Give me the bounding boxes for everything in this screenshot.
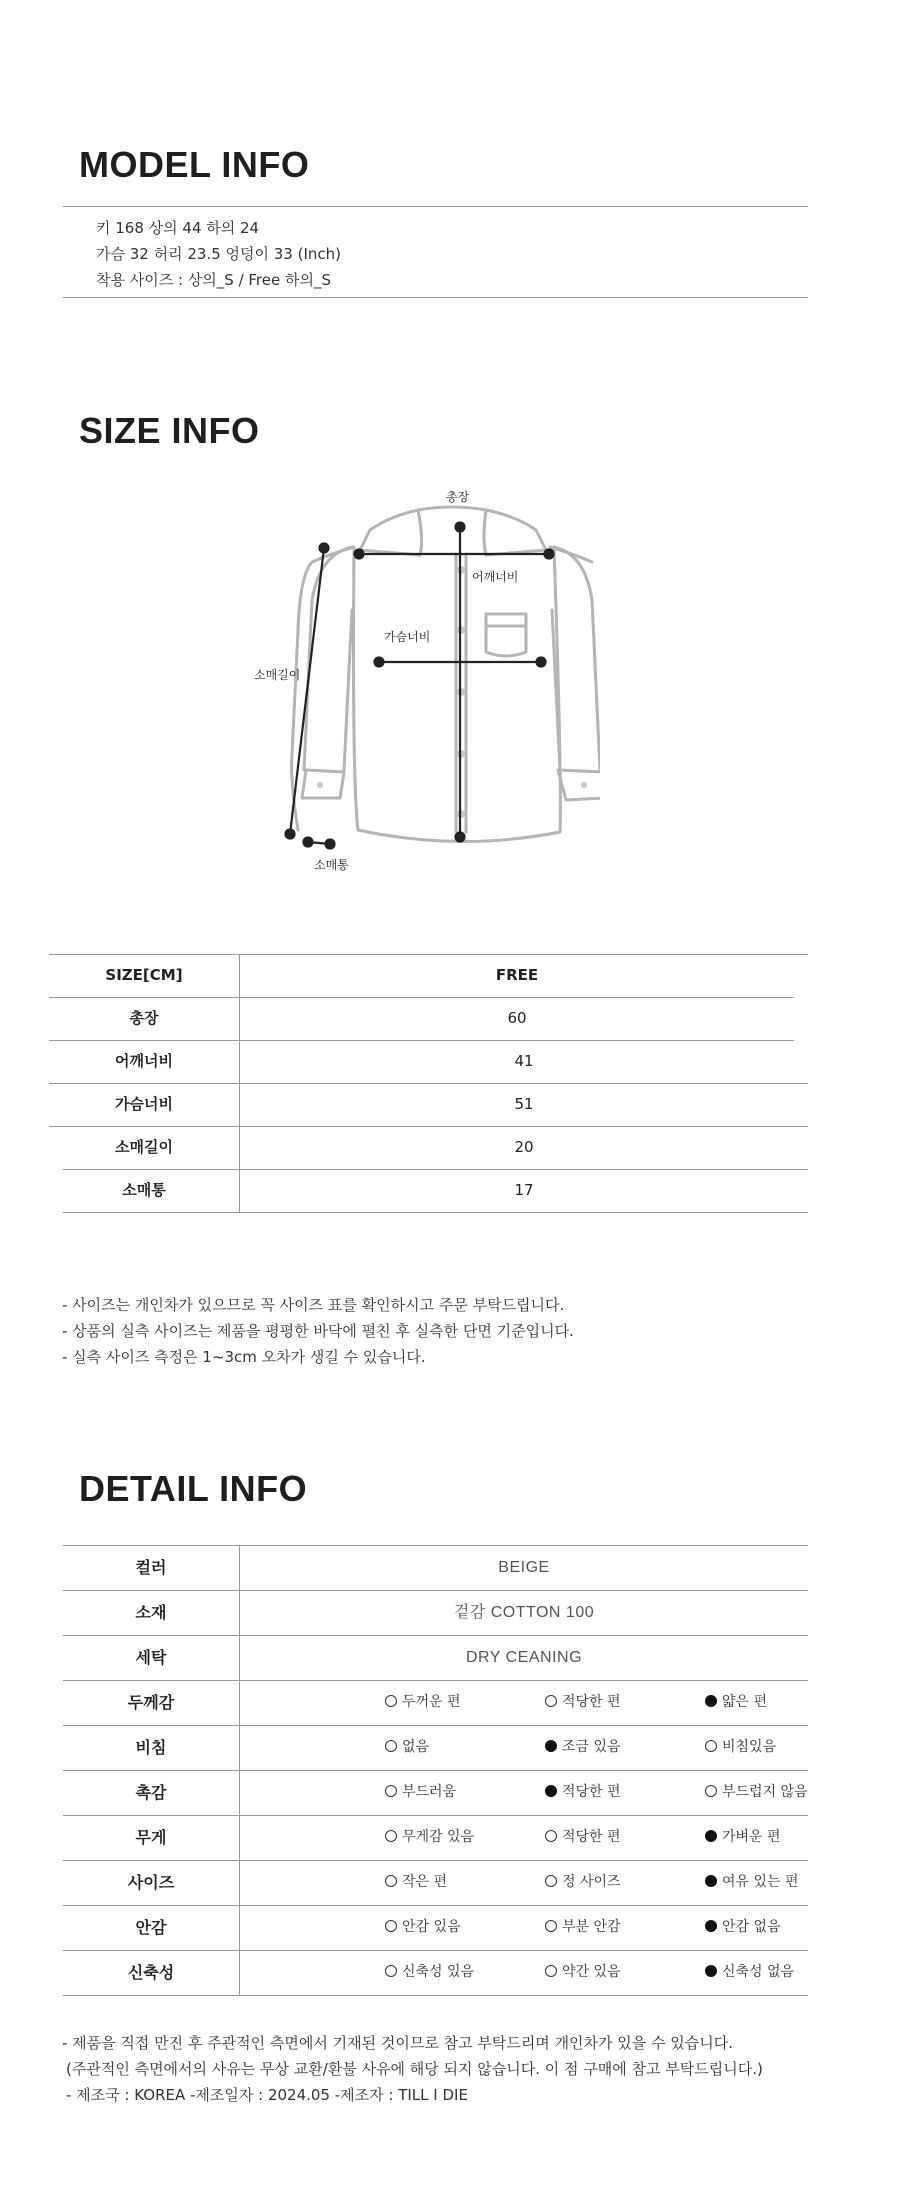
manufacture-info: - 제조국 : KOREA -제조일자 : 2024.05 -제조자 : TILL I DIE [66,2086,468,2104]
option-label: 안감 있음 [402,1919,461,1935]
option-group [239,1950,808,1995]
option-item [385,1905,461,1950]
size-row-value: 17 [239,1169,808,1212]
detail-option-row [63,1815,808,1860]
size-row-value: 20 [239,1126,808,1169]
option-label: 작은 편 [402,1874,448,1890]
empty-circle-icon [385,1920,397,1932]
size-info-title: SIZE INFO [79,410,260,451]
empty-circle-icon [385,1785,397,1797]
detail-option-row [63,1905,808,1950]
option-label: 두꺼운 편 [402,1694,461,1710]
detail-label: 두께감 [127,1693,175,1712]
size-row-label: 소매통 [122,1181,166,1199]
option-item [385,1860,447,1905]
option-item [545,1680,621,1725]
detail-label: 비침 [135,1738,167,1757]
option-label: 신축성 없음 [722,1964,795,1980]
option-item [545,1905,621,1950]
empty-circle-icon [545,1965,557,1977]
detail-row-wash [63,1635,808,1680]
size-header-free: FREE [239,954,794,997]
size-table-header [49,954,794,997]
size-row-label: 소매길이 [115,1138,173,1156]
empty-circle-icon [545,1875,557,1887]
label-shoulder: 어깨너비 [472,570,519,584]
size-row-value: 60 [239,997,794,1040]
option-label: 약간 있음 [562,1964,621,1980]
option-item [385,1725,429,1770]
footer-note: - 제품을 직접 만진 후 주관적인 측면에서 기재된 것이므로 참고 부탁드리며 개인차가 있을 수 있습니다. [62,2034,734,2052]
footer-note: (주관적인 측면에서의 사유는 무상 교환/환불 사유에 해당 되지 않습니다. 이 점 구매에 참고 부탁드립니다.) [66,2060,763,2078]
option-item [545,1725,621,1770]
detail-option-row [63,1725,808,1770]
model-body-size: 가슴 32 허리 23.5 엉덩이 33 (Inch) [96,245,342,263]
option-item [705,1905,781,1950]
detail-info-title: DETAIL INFO [79,1468,308,1509]
option-item [545,1860,621,1905]
model-worn-size: 착용 사이즈 : 상의_S / Free 하의_S [96,271,332,289]
detail-value: 겉감 COTTON 100 [239,1590,808,1635]
option-group [239,1770,808,1815]
option-group [239,1725,808,1770]
detail-option-row [63,1770,808,1815]
label-length: 총장 [446,490,470,504]
size-header-label: SIZE[CM] [105,966,183,984]
filled-circle-icon [705,1695,717,1707]
option-group [239,1860,808,1905]
label-sleeve-width: 소매통 [314,858,349,872]
option-label: 부드러움 [402,1784,457,1800]
option-item [385,1680,461,1725]
option-label: 적당한 편 [562,1694,621,1710]
filled-circle-icon [545,1785,557,1797]
detail-label: 컬러 [135,1558,167,1577]
detail-value: DRY CEANING [239,1635,808,1680]
detail-option-row [63,1950,808,1995]
detail-label: 소재 [135,1603,167,1622]
detail-row-material [63,1590,808,1635]
label-sleeve-length: 소매길이 [254,668,301,682]
option-label: 정 사이즈 [562,1874,621,1890]
filled-circle-icon [705,1965,717,1977]
empty-circle-icon [385,1695,397,1707]
row-divider [63,1995,808,1996]
option-label: 가벼운 편 [722,1829,781,1845]
divider [63,297,808,298]
empty-circle-icon [385,1965,397,1977]
option-label: 여유 있는 편 [722,1874,799,1890]
option-group [239,1680,808,1725]
option-group [239,1905,808,1950]
option-label: 없음 [402,1739,430,1755]
filled-circle-icon [545,1740,557,1752]
size-row-label: 총장 [129,1009,159,1027]
detail-option-row [63,1860,808,1905]
model-measurements: 키 168 상의 44 하의 24 [96,219,260,237]
filled-circle-icon [705,1875,717,1887]
option-item [545,1815,621,1860]
option-item [545,1950,621,1995]
empty-circle-icon [385,1830,397,1842]
option-item [705,1770,808,1815]
empty-circle-icon [705,1740,717,1752]
option-item [385,1815,474,1860]
table-row [49,997,794,1040]
size-note: - 사이즈는 개인차가 있으므로 꼭 사이즈 표를 확인하시고 주문 부탁드립니다. [62,1296,565,1314]
detail-label: 신축성 [127,1963,175,1982]
size-note: - 실측 사이즈 측정은 1~3cm 오차가 생길 수 있습니다. [62,1348,426,1366]
empty-circle-icon [545,1920,557,1932]
detail-label: 사이즈 [127,1873,175,1892]
detail-option-row [63,1680,808,1725]
detail-label: 무게 [135,1828,167,1847]
option-label: 비침있음 [722,1739,777,1755]
option-label: 얇은 편 [722,1694,768,1710]
filled-circle-icon [705,1830,717,1842]
option-label: 무게감 있음 [402,1829,475,1845]
detail-label: 촉감 [135,1783,167,1802]
option-label: 부드럽지 않음 [722,1784,808,1800]
shirt-size-diagram [240,480,600,880]
table-bottom-border [63,1212,808,1213]
filled-circle-icon [705,1920,717,1932]
empty-circle-icon [385,1875,397,1887]
table-row [49,1126,808,1169]
option-item [385,1770,456,1815]
option-label: 안감 없음 [722,1919,781,1935]
empty-circle-icon [545,1695,557,1707]
detail-value: BEIGE [239,1545,808,1590]
size-row-label: 어깨너비 [115,1052,173,1070]
option-item [705,1950,794,1995]
option-label: 신축성 있음 [402,1964,475,1980]
empty-circle-icon [705,1785,717,1797]
detail-label: 안감 [135,1918,167,1937]
size-row-value: 41 [239,1040,808,1083]
option-label: 적당한 편 [562,1829,621,1845]
table-row [49,1083,808,1126]
table-row [49,1040,808,1083]
empty-circle-icon [545,1830,557,1842]
option-item [705,1815,781,1860]
option-label: 조금 있음 [562,1739,621,1755]
option-item [705,1725,776,1770]
label-chest: 가슴너비 [384,630,431,644]
detail-label: 세탁 [135,1648,167,1667]
size-row-label: 가슴너비 [115,1095,173,1113]
model-info-title: MODEL INFO [79,144,310,185]
table-row [49,1169,808,1212]
option-group [239,1815,808,1860]
option-item [705,1680,767,1725]
size-row-value: 51 [239,1083,808,1126]
detail-row-color [63,1545,808,1590]
option-item [385,1950,474,1995]
empty-circle-icon [385,1740,397,1752]
option-label: 적당한 편 [562,1784,621,1800]
divider [63,206,808,207]
option-item [705,1860,799,1905]
size-note: - 상품의 실측 사이즈는 제품을 평평한 바닥에 펼친 후 실측한 단면 기준입니다. [62,1322,574,1340]
option-item [545,1770,621,1815]
option-label: 부분 안감 [562,1919,621,1935]
